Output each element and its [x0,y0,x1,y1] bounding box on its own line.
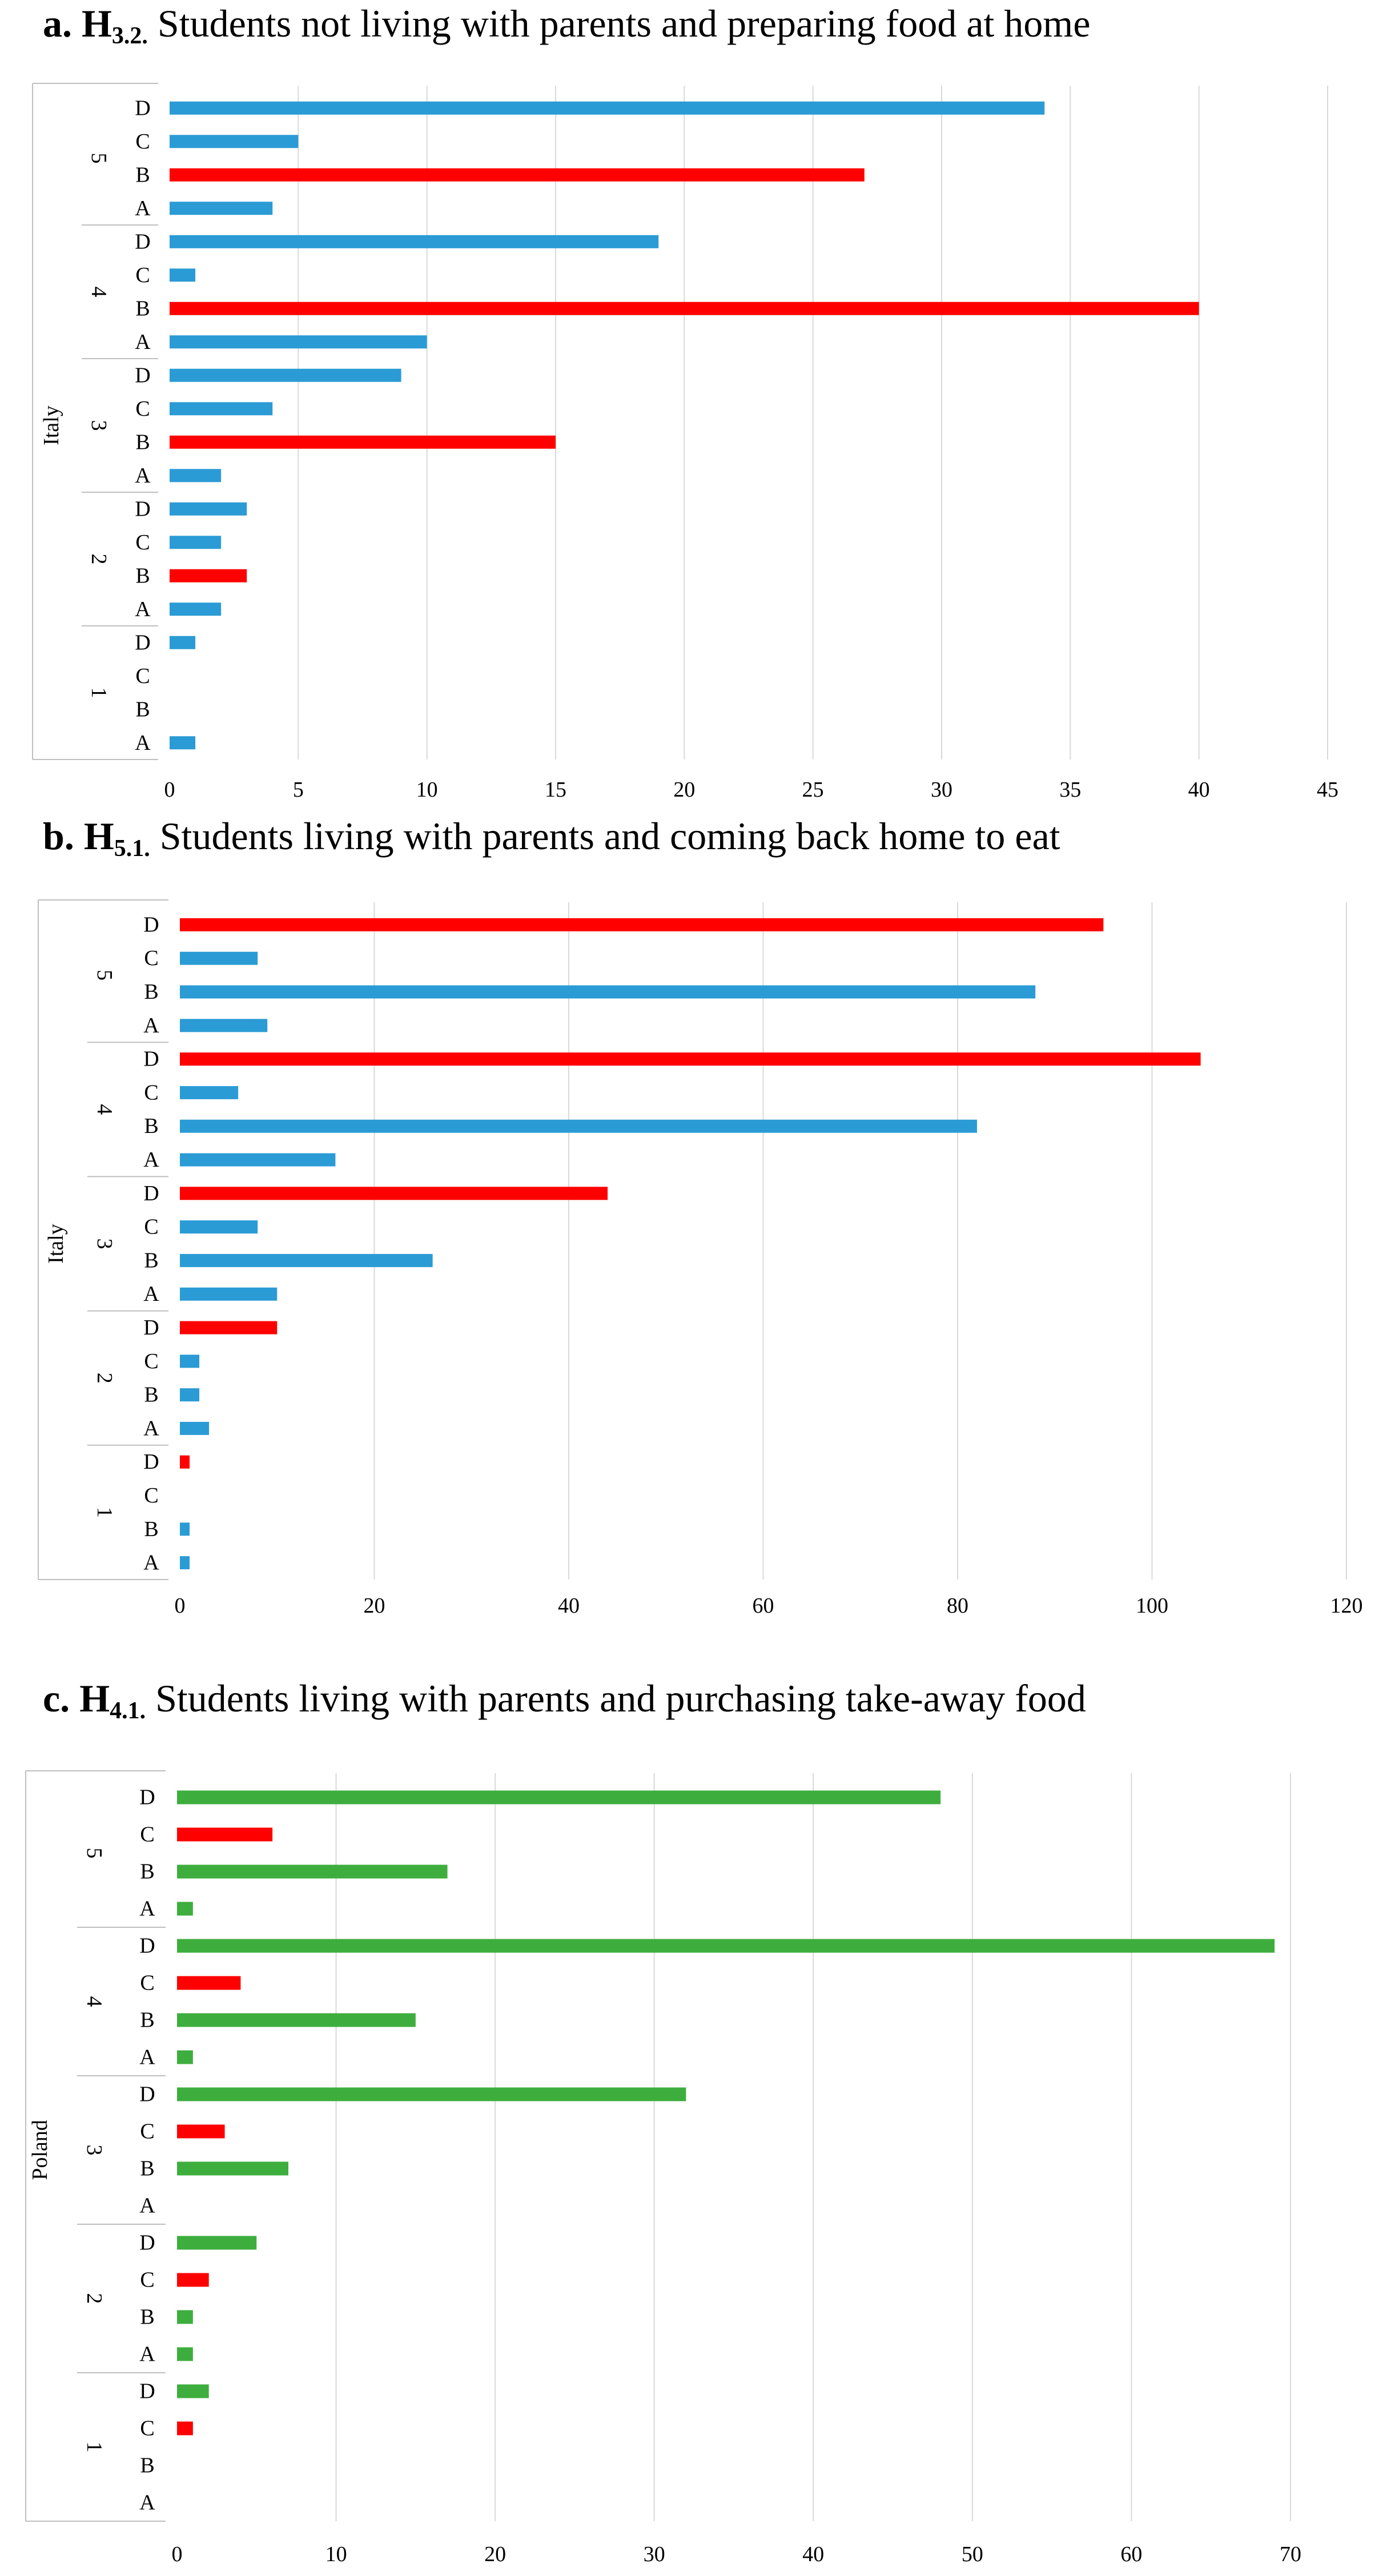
bar-5-C [170,135,298,148]
bar-3-B [180,1254,433,1267]
category-label: B [140,2156,155,2181]
bar-3-A [180,1288,277,1301]
x-tick-label: 10 [325,2542,347,2566]
category-label: A [139,1896,155,1921]
category-label: B [140,2453,155,2478]
x-tick-label: 25 [802,778,824,802]
bar-3-A [170,469,221,482]
bar-3-C [180,1220,258,1233]
x-tick-label: 80 [947,1594,968,1618]
category-label: D [135,230,151,254]
bar-2-B [180,1388,199,1401]
bar-5-B [170,168,865,182]
bar-3-D [170,369,401,382]
category-label: D [139,1934,155,1958]
category-label: C [140,1822,155,1847]
bar-4-A [177,2051,193,2064]
group-label: 5 [93,970,116,981]
category-label: C [135,129,150,154]
category-label: C [144,1215,159,1239]
bar-2-A [180,1422,209,1435]
category-label: A [139,2045,155,2069]
group-label: 3 [82,2144,106,2156]
category-label: C [135,530,150,554]
panel-a-title [43,1,1091,50]
bar-4-B [177,2014,416,2027]
x-tick-label: 40 [802,2542,825,2566]
bar-3-D [180,1187,608,1200]
panel-c-hyp: H [79,1677,110,1720]
panel-b-sub: 5.1. [114,835,150,862]
panel-b-hyp: H [83,814,114,858]
category-label: A [143,1013,159,1038]
bar-2-A [170,602,221,616]
bar-5-D [177,1791,940,1805]
panel-c-title [43,1676,1086,1725]
x-tick-label: 30 [931,778,952,802]
bar-4-B [170,302,1199,315]
bar-3-D [177,2088,686,2101]
category-label: C [140,1971,155,1995]
x-tick-label: 60 [1120,2542,1143,2566]
category-label: A [135,597,151,621]
category-label: C [140,2119,155,2144]
group-label: 1 [93,1506,116,1518]
bar-5-A [170,202,272,215]
category-label: B [135,564,150,588]
category-label: D [143,1316,159,1340]
panel-c-letter: c. [43,1677,70,1720]
category-label: B [140,2008,155,2032]
category-label: D [143,913,159,937]
bar-2-C [177,2273,209,2287]
category-label: D [135,363,151,388]
category-label: B [135,296,150,321]
panel-c-sub: 4.1. [110,1698,146,1724]
panel-c-chart [0,1753,1383,2576]
category-label: A [143,1148,159,1172]
panel-b-letter: b. [43,814,74,858]
bar-4-A [170,335,427,348]
category-label: A [139,2342,155,2366]
bar-4-D [170,235,658,248]
group-label: 2 [87,553,111,565]
category-label: A [143,1416,159,1441]
x-tick-label: 40 [1188,778,1210,802]
x-tick-label: 60 [752,1594,774,1618]
category-label: B [135,697,150,722]
bar-5-B [177,1865,448,1879]
group-label: 5 [87,152,111,164]
category-label: B [140,2305,155,2329]
bar-3-B [170,436,556,449]
x-tick-label: 30 [643,2542,665,2566]
outer-group-label: Italy [39,405,63,445]
category-label: B [144,1248,159,1273]
category-label: D [139,2082,155,2107]
panel-a-hyp: H [82,2,112,45]
group-label: 3 [93,1238,116,1249]
x-tick-label: 5 [292,778,304,802]
category-label: A [135,196,151,220]
bar-3-C [177,2125,225,2139]
category-label: D [135,497,151,521]
category-label: A [135,329,151,354]
category-label: D [139,2379,155,2404]
x-tick-label: 0 [171,2542,183,2566]
group-label: 2 [93,1372,116,1384]
bar-5-C [177,1828,272,1842]
bar-4-D [177,1939,1275,1953]
category-label: A [139,2490,155,2515]
x-tick-label: 20 [363,1594,385,1618]
bar-5-D [170,102,1044,115]
bar-2-A [177,2348,193,2361]
category-label: D [135,630,151,655]
bar-1-A [180,1556,190,1569]
bar-5-D [180,918,1103,931]
outer-group-label: Italy [44,1224,68,1264]
category-label: C [135,396,150,421]
category-label: C [144,1080,159,1105]
category-label: C [135,263,150,287]
x-tick-label: 15 [545,778,566,802]
panel-a-sub: 3.2. [111,23,148,49]
x-tick-label: 20 [673,778,695,802]
group-label: 3 [87,420,111,431]
bar-4-C [170,268,195,282]
bar-5-A [177,1902,193,1916]
category-label: D [139,2231,155,2255]
x-tick-label: 100 [1136,1594,1168,1618]
bar-2-B [177,2310,193,2324]
bar-2-B [170,569,247,582]
group-label: 4 [82,1996,106,2007]
bar-4-C [177,1976,240,1990]
group-label: 4 [87,286,111,298]
bar-2-D [170,503,247,516]
bar-1-A [170,736,195,749]
category-label: A [139,2193,155,2218]
bar-3-C [170,402,272,415]
x-tick-label: 0 [164,778,175,802]
category-label: C [144,946,159,971]
category-label: B [135,163,150,187]
bar-4-A [180,1154,335,1167]
bar-1-D [170,636,195,649]
bar-1-D [177,2385,209,2398]
category-label: D [139,1785,155,1810]
group-label: 2 [82,2293,106,2304]
bar-1-D [180,1456,190,1469]
panel-c-text: Students living with parents and purchasing take-away food [146,1677,1086,1720]
bar-1-B [180,1522,190,1536]
x-tick-label: 10 [416,778,438,802]
category-label: A [135,730,151,755]
category-label: C [135,664,150,688]
bar-4-D [180,1052,1201,1066]
bar-5-A [180,1019,267,1032]
panel-a-text: Students not living with parents and preparing food at home [147,2,1091,45]
bar-4-C [180,1086,238,1099]
bar-2-C [180,1355,199,1368]
bar-2-D [180,1321,277,1335]
category-label: B [144,1383,159,1407]
x-tick-label: 70 [1280,2542,1301,2566]
category-label: A [135,463,151,488]
category-label: B [135,430,150,455]
panel-a-letter: a. [43,2,72,45]
x-tick-label: 50 [961,2542,983,2566]
bar-5-B [180,986,1035,999]
x-tick-label: 45 [1317,778,1338,802]
category-label: B [144,1114,159,1139]
panel-b-chart [0,879,1383,1650]
category-label: C [140,2416,155,2441]
bar-5-C [180,952,258,965]
category-label: C [144,1484,159,1508]
x-tick-label: 35 [1059,778,1082,802]
category-label: A [143,1550,159,1575]
x-tick-label: 40 [558,1594,580,1618]
category-label: A [143,1282,159,1307]
category-label: D [143,1181,159,1205]
group-label: 1 [87,687,111,698]
category-label: D [143,1450,159,1474]
group-label: 5 [82,1847,106,1859]
panel-b-text: Students living with parents and coming back home to eat [150,814,1060,858]
x-tick-label: 0 [174,1594,186,1618]
category-label: B [144,980,159,1004]
group-label: 4 [93,1104,116,1115]
panel-b-title [43,814,1060,862]
panel-a-chart [0,57,1383,802]
bar-1-C [177,2422,193,2436]
category-label: B [144,1517,159,1541]
bar-3-B [177,2162,288,2176]
category-label: D [135,96,151,120]
outer-group-label: Poland [28,2120,52,2180]
x-tick-label: 120 [1330,1594,1363,1618]
category-label: D [143,1047,159,1071]
bar-2-C [170,536,221,549]
bar-4-B [180,1120,977,1133]
category-label: C [144,1349,159,1373]
group-label: 1 [82,2441,106,2453]
category-label: B [140,1859,155,1884]
category-label: C [140,2268,155,2292]
bar-2-D [177,2236,256,2250]
x-tick-label: 20 [484,2542,506,2566]
